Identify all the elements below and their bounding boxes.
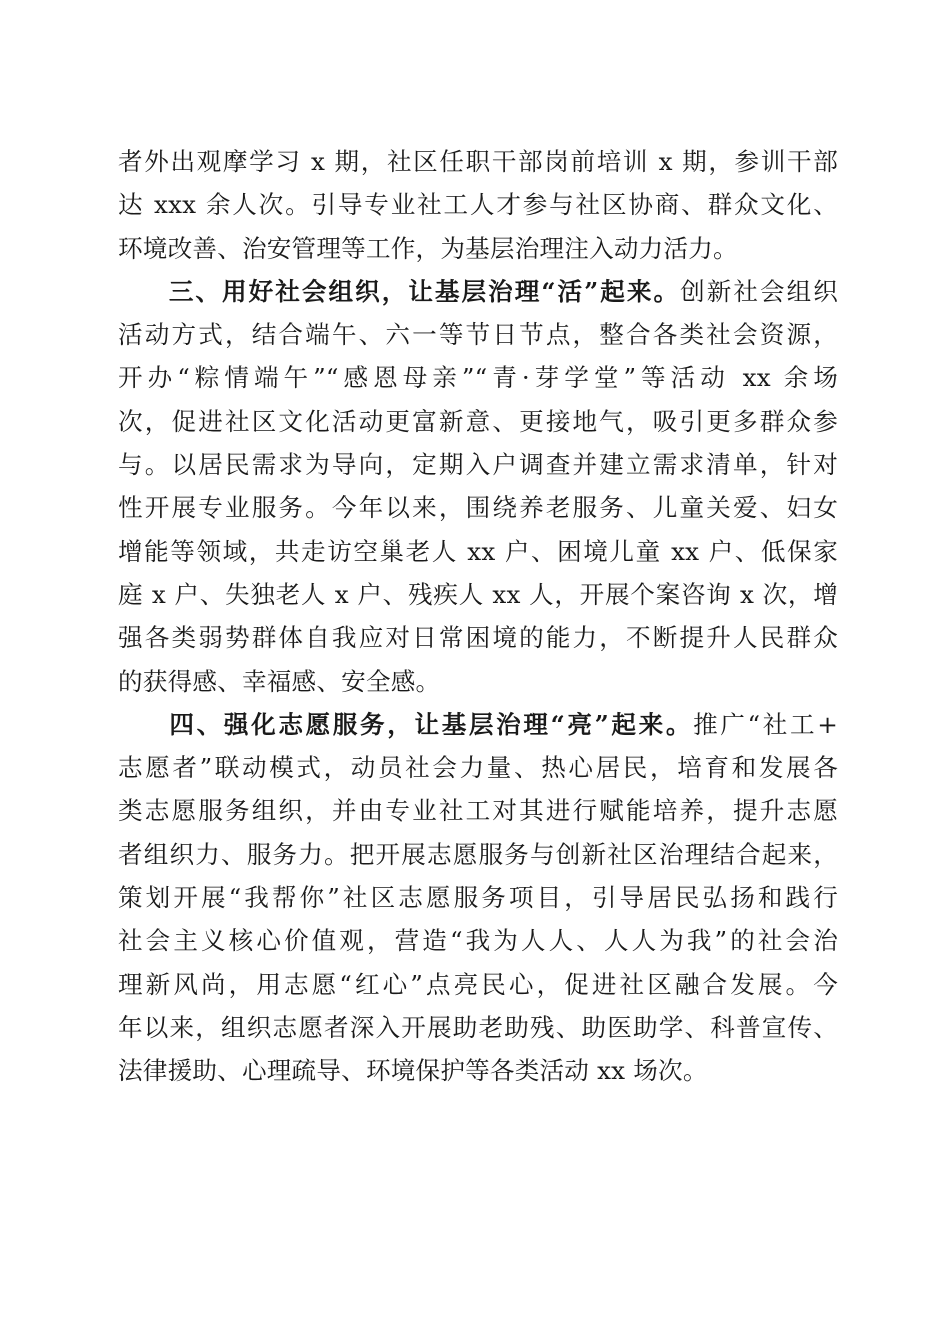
text-line: 庭 x 户、失独老人 x 户、残疾人 xx 人，开展个案咨询 x 次，增 bbox=[118, 579, 838, 609]
text-line: 开办“粽情端午”“感恩母亲”“青·芽学堂”等活动 xx 余场 bbox=[118, 363, 838, 393]
text-line: 次，促进社区文化活动更富新意、更接地气，吸引更多群众参 bbox=[118, 406, 838, 436]
text-line: 环境改善、治安管理等工作，为基层治理注入动力活力。 bbox=[118, 233, 738, 263]
paragraph-talent bbox=[118, 140, 838, 270]
text-line: 社会主义核心价值观，营造“我为人人、人人为我”的社会治 bbox=[118, 926, 838, 956]
text-fragment: 推广“社工+ bbox=[693, 709, 838, 739]
text-fragment: 创新社会组织 bbox=[680, 276, 839, 306]
document-body bbox=[118, 140, 838, 1093]
text-line: 性开展专业服务。今年以来，围绕养老服务、儿童关爱、妇女 bbox=[118, 493, 838, 523]
text-line: 志愿者”联动模式，动员社会力量、热心居民，培育和发展各 bbox=[118, 753, 838, 783]
paragraph-volunteer-service bbox=[118, 703, 838, 1093]
text-line: 者组织力、服务力。把开展志愿服务与创新社区治理结合起来， bbox=[118, 839, 838, 869]
text-line: 达 xxx 余人次。引导专业社工人才参与社区协商、群众文化、 bbox=[118, 190, 838, 220]
heading-line bbox=[118, 270, 838, 313]
text-line: 法律援助、心理疏导、环境保护等各类活动 xx 场次。 bbox=[118, 1056, 708, 1086]
text-line: 理新风尚，用志愿“红心”点亮民心，促进社区融合发展。今 bbox=[118, 969, 838, 999]
text-line: 者外出观摩学习 x 期，社区任职干部岗前培训 x 期，参训干部 bbox=[118, 147, 838, 176]
text-line: 的获得感、幸福感、安全感。 bbox=[118, 666, 441, 696]
paragraph-social-organizations bbox=[118, 270, 838, 703]
text-line: 年以来，组织志愿者深入开展助老助残、助医助学、科普宣传、 bbox=[118, 1012, 838, 1042]
heading-line bbox=[118, 703, 838, 746]
text-line: 活动方式，结合端午、六一等节日节点，整合各类社会资源， bbox=[118, 320, 838, 350]
text-line: 类志愿服务组织，并由专业社工对其进行赋能培养，提升志愿 bbox=[118, 796, 838, 826]
text-line: 与。以居民需求为导向，定期入户调查并建立需求清单，针对 bbox=[118, 450, 838, 480]
text-line: 策划开展“我帮你”社区志愿服务项目，引导居民弘扬和践行 bbox=[118, 883, 838, 913]
section-heading-3: 三、用好社会组织，让基层治理“活”起来。 bbox=[167, 276, 681, 306]
section-heading-4: 四、强化志愿服务，让基层治理“亮”起来。 bbox=[167, 709, 694, 739]
text-line: 增能等领域，共走访空巢老人 xx 户、困境儿童 xx 户、低保家 bbox=[118, 536, 838, 566]
text-line: 强各类弱势群体自我应对日常困境的能力，不断提升人民群众 bbox=[118, 623, 838, 653]
